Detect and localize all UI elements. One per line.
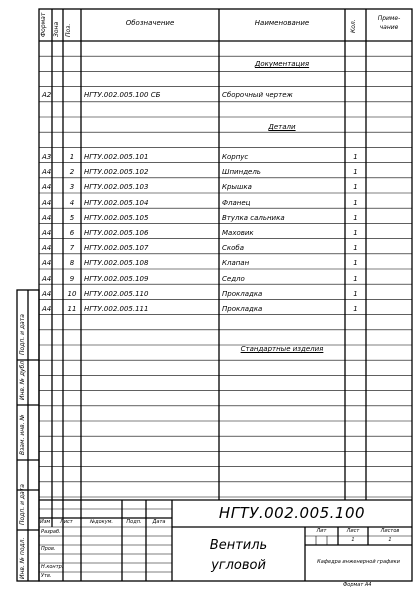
side-sign-date-2: Подп. и дата [19,484,26,525]
part-pos: 3 [69,183,75,192]
doc-designation: НГТУ.002.005.100 СБ [84,91,161,99]
side-inv-podl: Инв. № подл. [19,537,26,579]
part-format: А3 [42,153,52,161]
header-qty: Кол. [350,19,357,33]
part-format: А4 [42,244,52,253]
part-pos: 4 [69,198,75,207]
part-pos: 6 [69,229,75,237]
tb-organization: Кафедра инженерной графики [317,559,400,565]
part-format: А4 [42,213,52,222]
part-format: А4 [42,305,52,313]
part-designation: НГТУ.002.005.109 [84,274,149,283]
part-format: А4 [42,229,52,237]
part-pos: 5 [69,213,75,222]
section-parts: Детали [268,123,296,131]
tb-row-utv: Утв. [41,573,52,579]
part-designation: НГТУ.002.005.110 [84,289,149,298]
part-designation: НГТУ.002.005.108 [84,259,149,268]
part-format: А4 [42,289,52,298]
part-designation: НГТУ.002.005.101 [84,153,149,161]
section-documentation: Документация [254,60,310,68]
part-name: Втулка сальника [222,213,285,222]
part-designation: НГТУ.002.005.103 [84,183,149,192]
tb-list: Лист [346,528,360,534]
part-qty: 1 [353,168,358,177]
part-format: А4 [42,168,52,177]
header-designation: Обозначение [125,19,175,27]
header-name: Наименование [254,19,310,27]
title-name-line2: угловой [211,558,266,573]
part-name: Прокладка [222,305,263,313]
tb-row-nkontr: Н.контр. [41,564,64,570]
part-name: Клапан [222,259,250,268]
tb-lit: Лит [316,528,327,534]
section-standard: Стандартные изделия [240,345,324,353]
part-qty: 1 [353,198,358,207]
format-label: Формат А4 [343,582,372,588]
part-name: Маховик [222,229,254,237]
title-name-line1: Вентиль [209,538,268,553]
header-note-line1: Приме- [377,15,401,22]
part-name: Шпиндель [222,168,261,177]
tb-col-list: Лист [60,519,73,525]
part-format: А4 [42,274,52,283]
tb-listov: Листов [380,528,400,534]
part-pos: 1 [69,153,75,161]
part-qty: 1 [353,183,358,192]
part-qty: 1 [353,274,358,283]
part-pos: 11 [67,305,77,313]
part-pos: 8 [69,259,75,268]
tb-col-sign: Подп. [126,519,142,525]
tb-row-razrab: Разраб. [41,529,61,535]
part-name: Корпус [222,153,249,161]
part-name: Скоба [222,244,245,253]
doc-format: А2 [42,91,52,99]
part-designation: НГТУ.002.005.107 [84,244,149,253]
part-format: А4 [42,259,52,268]
header-zone: Зона [53,21,60,37]
part-pos: 7 [69,244,75,253]
part-designation: НГТУ.002.005.105 [84,213,149,222]
tb-row-prov: Пров. [41,546,56,552]
tb-listov-value: 1 [388,537,392,543]
title-code: НГТУ.002.005.100 [218,504,366,522]
part-qty: 1 [353,289,358,298]
part-qty: 1 [353,153,358,161]
part-pos: 2 [69,168,75,177]
header-pos: Поз. [65,23,72,37]
part-name: Седло [222,274,245,283]
part-designation: НГТУ.002.005.102 [84,168,149,177]
tb-col-izm: Изм [40,519,51,525]
part-name: Фланец [222,198,251,207]
tb-col-date: Дата [152,519,166,525]
part-name: Крышка [222,183,252,192]
part-qty: 1 [353,244,358,253]
side-inv-dubl: Инв. № дубл. [19,358,26,400]
part-designation: НГТУ.002.005.106 [84,229,149,237]
tb-list-value: 1 [351,537,355,543]
header-format: Формат [40,12,47,37]
part-qty: 1 [353,213,358,222]
tb-col-doc: №докум. [89,519,114,525]
part-pos: 10 [67,289,77,298]
part-format: А4 [42,198,52,207]
part-pos: 9 [69,274,75,283]
part-format: А4 [42,183,52,192]
side-sign-date: Подп. и дата [19,314,26,355]
part-qty: 1 [353,229,358,237]
part-qty: 1 [353,305,358,313]
side-vzam-inv: Взам. инв. № [19,414,26,455]
part-designation: НГТУ.002.005.104 [84,198,149,207]
part-designation: НГТУ.002.005.111 [84,305,149,313]
header-note-line2: чание [379,24,399,31]
part-name: Прокладка [222,289,263,298]
doc-name: Сборочный чертеж [222,91,293,99]
part-qty: 1 [353,259,358,268]
